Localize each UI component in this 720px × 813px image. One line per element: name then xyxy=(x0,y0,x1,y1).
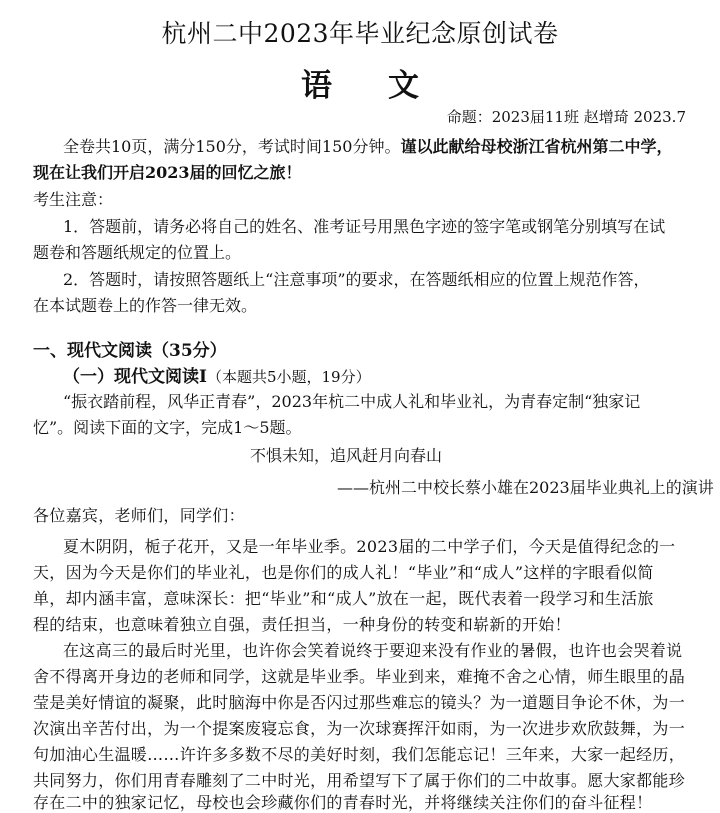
subject-char-2: 文 xyxy=(388,68,419,104)
notice-item-2-line-1: 2．答题时，请按照答题纸上“注意事项”的要求，在答题纸相应的位置上规范作答， xyxy=(63,270,650,289)
intro-line-2: 现在让我们开启2023届的回忆之旅！ xyxy=(33,163,302,182)
section-1-heading: 一、现代文阅读（35分） xyxy=(33,341,227,361)
intro-line-1 xyxy=(63,134,672,157)
subheading-note-text: （本题共5小题，19分） xyxy=(206,368,371,386)
speech-para-2-line-4: 次演出辛苦付出，为一个提案废寝忘食，为一次球赛挥汗如雨，为一次进步欢欣鼓舞，为一 xyxy=(33,719,686,738)
speech-para-1-line-3: 单，却内涵丰富，意味深长：把“毕业”和“成人”放在一起，既代表着一段学习和生活旅 xyxy=(33,589,654,608)
subheading-bold-text: （一）现代文阅读Ⅰ xyxy=(63,367,207,387)
notice-item-2-line-2: 在本试题卷上的作答一律无效。 xyxy=(33,296,258,315)
notice-heading: 考生注意： xyxy=(33,190,114,209)
speech-para-2-line-2: 舍不得离开身边的老师和同学，这就是毕业季。毕业到来，难掩不舍之心情，师生眼里的晶 xyxy=(33,667,686,686)
author-line: 命题：2023届11班 赵增琦 2023.7 xyxy=(446,108,686,126)
subject-title xyxy=(0,60,720,105)
speech-para-2-line-6: 共同努力，你们用青春雕刻了二中时光，用希望写下了属于你们的二中故事。愿大家都能珍 xyxy=(33,771,686,790)
speech-greeting: 各位嘉宾，老师们，同学们： xyxy=(33,506,245,525)
speech-para-2-line-7: 存在二中的独家记忆，母校也会珍藏你们的青春时光，并将继续关注你们的奋斗征程！ xyxy=(33,793,653,812)
speech-para-1-line-1: 夏木阴阴，栀子花开，又是一年毕业季。2023届的二中学子们，今天是值得纪念的一 xyxy=(63,537,676,556)
speech-para-2-line-3: 莹是美好情谊的凝聚，此时脑海中你是否闪过那些难忘的镜头？为一道题目争论不休，为一 xyxy=(33,693,686,712)
intro-normal-text: 全卷共10页，满分150分，考试时间150分钟。 xyxy=(63,137,401,156)
section-1-lead-line-2: 忆”。阅读下面的文字，完成1～5题。 xyxy=(33,418,302,437)
section-1-subheading xyxy=(63,362,371,387)
notice-item-1-line-2: 题卷和答题纸规定的位置上。 xyxy=(33,243,242,262)
exam-title: 杭州二中2023年毕业纪念原创试卷 xyxy=(161,19,559,48)
speech-para-2-line-5: 句加油心生温暖……许许多多数不尽的美好时刻，我们怎能忘记！三年来，大家一起经历， xyxy=(33,745,686,764)
speech-para-1-line-4: 程的结束，也意味着独立自强，责任担当，一种身份的转变和崭新的开始！ xyxy=(33,615,571,634)
speech-para-2-line-1: 在这高三的最后时光里，也许你会笑着说终于要迎来没有作业的暑假，也许也会哭着说 xyxy=(63,641,683,660)
article-byline: ——杭州二中校长蔡小雄在2023届毕业典礼上的演讲 xyxy=(337,478,714,497)
article-title: 不惧未知，追风赶月向春山 xyxy=(250,446,443,465)
subject-char-1: 语 xyxy=(301,68,332,104)
section-1-lead-line-1: “振衣踏前程，风华正青春”，2023年杭二中成人礼和毕业礼，为青春定制“独家记 xyxy=(63,392,641,411)
speech-para-1-line-2: 天，因为今天是你们的毕业礼，也是你们的成人礼！“毕业”和“成人”这样的字眼看似简 xyxy=(33,563,654,582)
notice-item-1-line-1: 1．答题前，请务必将自己的姓名、准考证号用黑色字迹的签字笔或钢笔分别填写在试 xyxy=(63,217,666,236)
intro-bold-text: 谨以此献给母校浙江省杭州第二中学， xyxy=(400,137,673,156)
